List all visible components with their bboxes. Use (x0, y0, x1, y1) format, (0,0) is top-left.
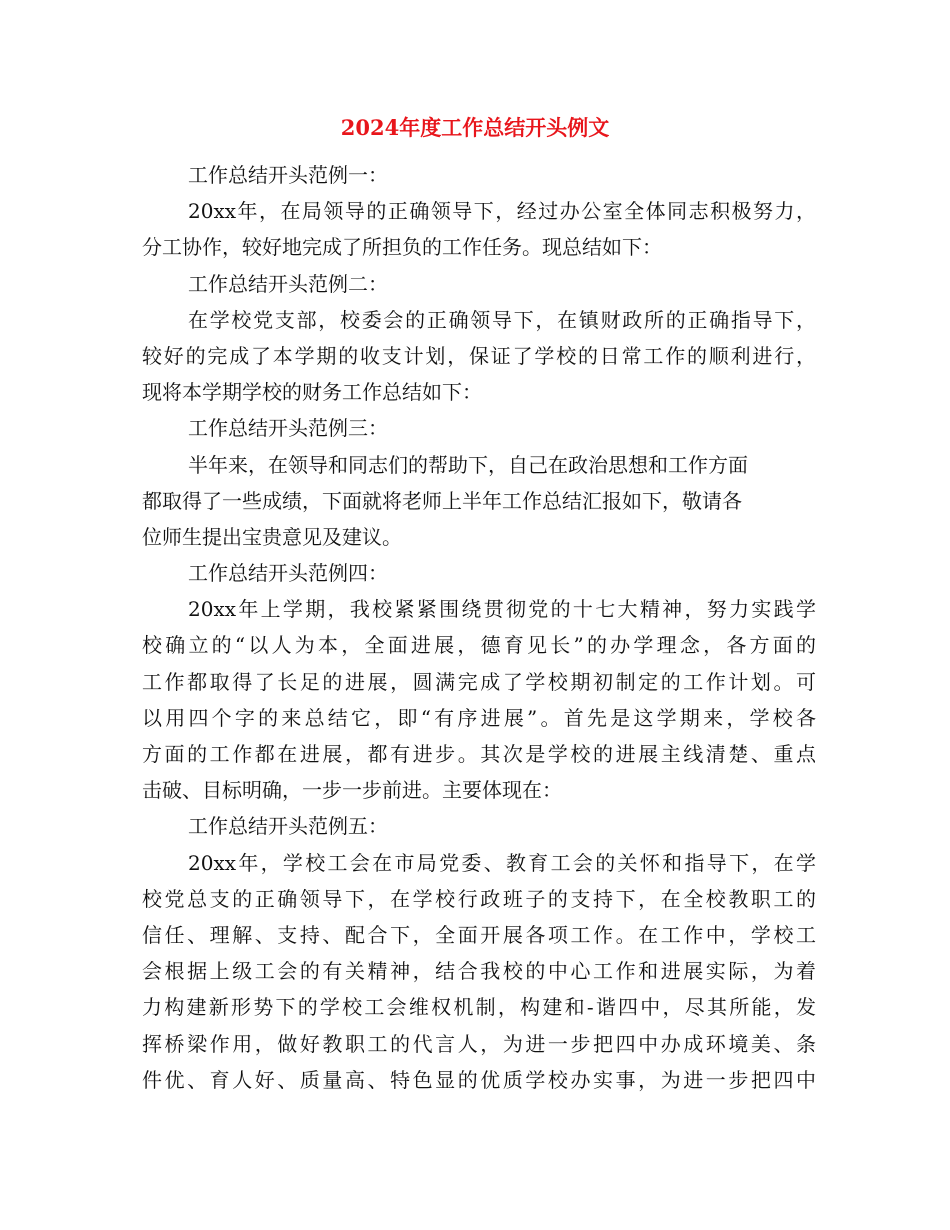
paragraph-line: 位师生提出宝贵意见及建议。 (142, 524, 402, 549)
paragraph-first-line: 工作总结开头范例四： (188, 561, 388, 586)
paragraph-line: 力构建新形势下的学校工会维权机制，构建和-谐四中，尽其所能，发 (142, 995, 816, 1020)
paragraph-line: 分工协作，较好地完成了所担负的工作任务。现总结如下： (142, 235, 662, 260)
document-title: 2024年度工作总结开头例文 (340, 115, 610, 140)
paragraph-line: 校党总支的正确领导下，在学校行政班子的支持下，在全校教职工的 (142, 886, 816, 911)
paragraph-first-line: 在学校党支部，校委会的正确领导下，在镇财政所的正确指导下， (188, 307, 816, 332)
paragraph-line: 工作都取得了长足的进展，圆满完成了学校期初制定的工作计划。可 (142, 669, 816, 694)
paragraph-first-line: 工作总结开头范例三： (188, 416, 388, 441)
paragraph-first-line: 20xx年，学校工会在市局党委、教育工会的关怀和指导下，在学 (188, 850, 816, 875)
paragraph-line: 以用四个字的来总结它，即“有序进展”。首先是这学期来，学校各 (142, 705, 816, 730)
paragraph-line: 现将本学期学校的财务工作总结如下： (142, 380, 482, 405)
paragraph-line: 会根据上级工会的有关精神，结合我校的中心工作和进展实际，为着 (142, 959, 816, 984)
paragraph-first-line: 20xx年，在局领导的正确领导下，经过办公室全体同志积极努力， (188, 199, 816, 224)
paragraph-line: 都取得了一些成绩，下面就将老师上半年工作总结汇报如下，敬请各 (142, 488, 742, 513)
paragraph-line: 信任、理解、支持、配合下，全面开展各项工作。在工作中，学校工 (142, 922, 816, 947)
paragraph-first-line: 工作总结开头范例五： (188, 814, 388, 839)
paragraph-line: 校确立的“以人为本，全面进展，德育见长”的办学理念，各方面的 (142, 633, 816, 658)
document-body (142, 157, 816, 1098)
paragraph-first-line: 工作总结开头范例一： (188, 163, 388, 187)
paragraph-line: 件优、育人好、质量高、特色显的优质学校办实事，为进一步把四中 (142, 1067, 816, 1092)
paragraph-first-line: 20xx年上学期，我校紧紧围绕贯彻党的十七大精神，努力实践学 (188, 597, 816, 622)
paragraph-line: 方面的工作都在进展，都有进步。其次是学校的进展主线清楚、重点 (142, 742, 816, 766)
paragraph-line: 较好的完成了本学期的收支计划，保证了学校的日常工作的顺利进行， (142, 343, 816, 368)
paragraph-first-line: 工作总结开头范例二： (188, 271, 388, 296)
paragraph-first-line: 半年来，在领导和同志们的帮助下，自己在政治思想和工作方面 (188, 452, 748, 477)
paragraph-line: 挥桥梁作用，做好教职工的代言人，为进一步把四中办成环境美、条 (142, 1031, 816, 1056)
paragraph-line: 击破、目标明确，一步一步前进。主要体现在： (142, 778, 562, 803)
